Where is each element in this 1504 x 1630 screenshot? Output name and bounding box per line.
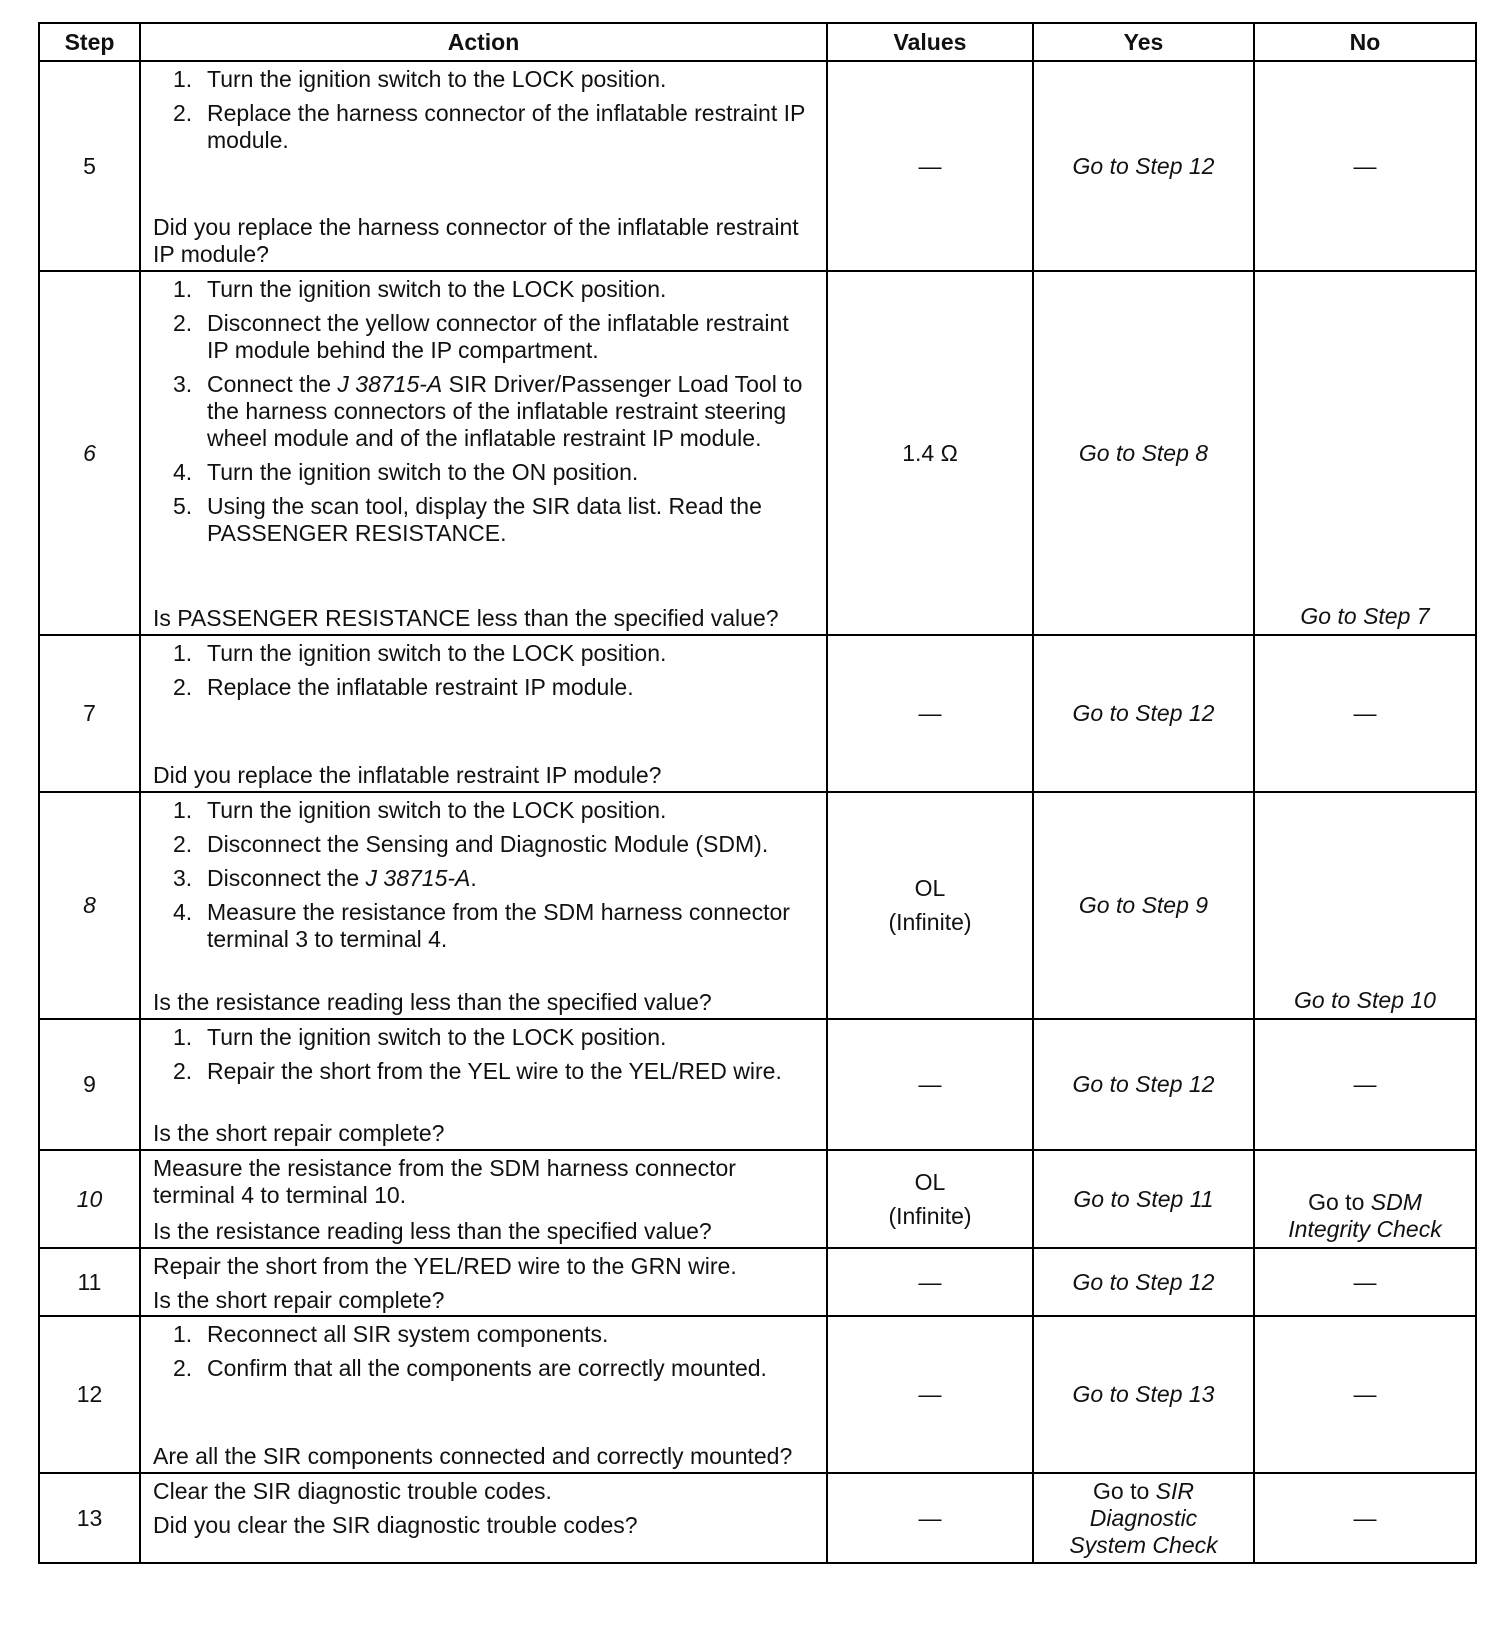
action-question: Is the resistance reading less than the specified value? <box>153 1218 712 1244</box>
yes-cell: Go to Step 12 <box>1033 1248 1254 1316</box>
action-step: Measure the resistance from the SDM harness connector terminal 3 to terminal 4. <box>207 899 790 952</box>
action-question: Did you replace the harness connector of the inflatable restraint IP module? <box>153 214 799 267</box>
action-cell <box>140 271 827 635</box>
action-step: Disconnect the yellow connector of the inflatable restraint IP module behind the IP compartment. <box>207 310 789 363</box>
action-steps <box>153 66 810 161</box>
action-steps <box>153 797 810 960</box>
action-text: Repair the short from the YEL/RED wire to the GRN wire. <box>153 1253 737 1279</box>
values-cell: — <box>827 1473 1033 1563</box>
values-line: OL <box>914 1168 946 1195</box>
action-step: Turn the ignition switch to the LOCK position. <box>207 797 667 823</box>
no-cell <box>1254 1150 1476 1248</box>
no-cell: — <box>1254 1473 1476 1563</box>
action-step: Reconnect all SIR system components. <box>207 1321 609 1347</box>
tool-number: J 38715-A <box>365 865 471 891</box>
diagnostic-table <box>38 22 1477 1564</box>
yes-link-text: System Check <box>1069 1531 1218 1558</box>
values-cell: — <box>827 61 1033 271</box>
action-cell <box>140 1150 827 1248</box>
no-cell: Go to Step 7 <box>1254 271 1476 635</box>
action-step: Replace the inflatable restraint IP module. <box>207 674 634 700</box>
action-cell <box>140 1248 827 1316</box>
no-cell: — <box>1254 635 1476 792</box>
step-number: 7 <box>39 635 140 792</box>
yes-cell: Go to Step 12 <box>1033 1019 1254 1150</box>
header-values: Values <box>827 23 1033 61</box>
action-steps <box>153 1024 810 1092</box>
action-question: Is the resistance reading less than the specified value? <box>153 989 712 1015</box>
table-row-step-13 <box>39 1473 1476 1563</box>
action-cell <box>140 1019 827 1150</box>
values-cell: — <box>827 1248 1033 1316</box>
step-number: 9 <box>39 1019 140 1150</box>
table-row-step-12 <box>39 1316 1476 1473</box>
values-line: (Infinite) <box>888 1202 972 1229</box>
values-cell <box>827 792 1033 1019</box>
yes-text: Go to <box>1093 1477 1156 1504</box>
action-question: Are all the SIR components connected and correctly mounted? <box>153 1443 793 1469</box>
action-step: Using the scan tool, display the SIR data list. Read the PASSENGER RESISTANCE. <box>207 493 762 546</box>
action-steps <box>153 276 810 554</box>
header-row <box>39 23 1476 61</box>
yes-cell: Go to Step 13 <box>1033 1316 1254 1473</box>
action-step: Disconnect the J 38715-A. <box>207 865 477 891</box>
action-step: Turn the ignition switch to the LOCK position. <box>207 640 667 666</box>
table-row-step-7 <box>39 635 1476 792</box>
values-cell: 1.4 Ω <box>827 271 1033 635</box>
action-cell <box>140 635 827 792</box>
action-step: Turn the ignition switch to the LOCK position. <box>207 66 667 92</box>
action-question: Is the short repair complete? <box>153 1287 445 1313</box>
values-cell: — <box>827 1019 1033 1150</box>
action-step: Repair the short from the YEL wire to the YEL/RED wire. <box>207 1058 782 1084</box>
no-cell: — <box>1254 1248 1476 1316</box>
action-step: Connect the J 38715-A SIR Driver/Passenger Load Tool to the harness connectors of the inflatable restraint steering wheel module and of the inflatable restraint IP module. <box>207 371 803 451</box>
values-cell <box>827 1150 1033 1248</box>
action-step: Replace the harness connector of the inflatable restraint IP module. <box>207 100 805 153</box>
header-action: Action <box>140 23 827 61</box>
action-step: Disconnect the Sensing and Diagnostic Module (SDM). <box>207 831 769 857</box>
values-line: (Infinite) <box>888 909 972 935</box>
action-text: Measure the resistance from the SDM harness connector terminal 4 to terminal 10. <box>153 1155 736 1208</box>
action-question: Is PASSENGER RESISTANCE less than the specified value? <box>153 605 779 631</box>
action-step: Turn the ignition switch to the ON position. <box>207 459 639 485</box>
values-cell: — <box>827 635 1033 792</box>
yes-cell: Go to Step 8 <box>1033 271 1254 635</box>
action-step: Turn the ignition switch to the LOCK position. <box>207 1024 667 1050</box>
action-steps <box>153 640 810 708</box>
table-row-step-10 <box>39 1150 1476 1248</box>
action-step: Turn the ignition switch to the LOCK position. <box>207 276 667 302</box>
table-row-step-6 <box>39 271 1476 635</box>
table-row-step-8 <box>39 792 1476 1019</box>
action-cell <box>140 1473 827 1563</box>
action-question: Did you replace the inflatable restraint IP module? <box>153 762 662 788</box>
table-row-step-9 <box>39 1019 1476 1150</box>
action-steps <box>153 1321 810 1389</box>
step-number: 10 <box>39 1150 140 1248</box>
no-link-text: SDM <box>1370 1189 1422 1215</box>
values-cell: — <box>827 1316 1033 1473</box>
action-cell <box>140 1316 827 1473</box>
action-cell <box>140 792 827 1019</box>
no-cell: — <box>1254 1019 1476 1150</box>
header-step: Step <box>39 23 140 61</box>
no-text: Go to <box>1308 1189 1371 1215</box>
yes-cell <box>1033 1473 1254 1563</box>
tool-number: J 38715-A <box>337 371 443 397</box>
no-link-text: Integrity Check <box>1288 1216 1442 1242</box>
step-number: 8 <box>39 792 140 1019</box>
yes-cell: Go to Step 12 <box>1033 61 1254 271</box>
action-text: Clear the SIR diagnostic trouble codes. <box>153 1478 552 1504</box>
step-number: 13 <box>39 1473 140 1563</box>
table-row-step-11 <box>39 1248 1476 1316</box>
step-number: 6 <box>39 271 140 635</box>
values-line: OL <box>914 875 946 901</box>
step-number: 5 <box>39 61 140 271</box>
header-yes: Yes <box>1033 23 1254 61</box>
yes-link-text: Diagnostic <box>1089 1504 1198 1531</box>
header-no: No <box>1254 23 1476 61</box>
action-step: Confirm that all the components are correctly mounted. <box>207 1355 767 1381</box>
action-cell <box>140 61 827 271</box>
no-cell: Go to Step 10 <box>1254 792 1476 1019</box>
yes-cell: Go to Step 9 <box>1033 792 1254 1019</box>
action-question: Is the short repair complete? <box>153 1120 445 1146</box>
no-cell: — <box>1254 61 1476 271</box>
action-question: Did you clear the SIR diagnostic trouble codes? <box>153 1512 638 1538</box>
step-number: 12 <box>39 1316 140 1473</box>
yes-link-text: SIR <box>1155 1477 1194 1504</box>
table-row-step-5 <box>39 61 1476 271</box>
yes-cell: Go to Step 12 <box>1033 635 1254 792</box>
no-cell: — <box>1254 1316 1476 1473</box>
yes-cell: Go to Step 11 <box>1033 1150 1254 1248</box>
step-number: 11 <box>39 1248 140 1316</box>
